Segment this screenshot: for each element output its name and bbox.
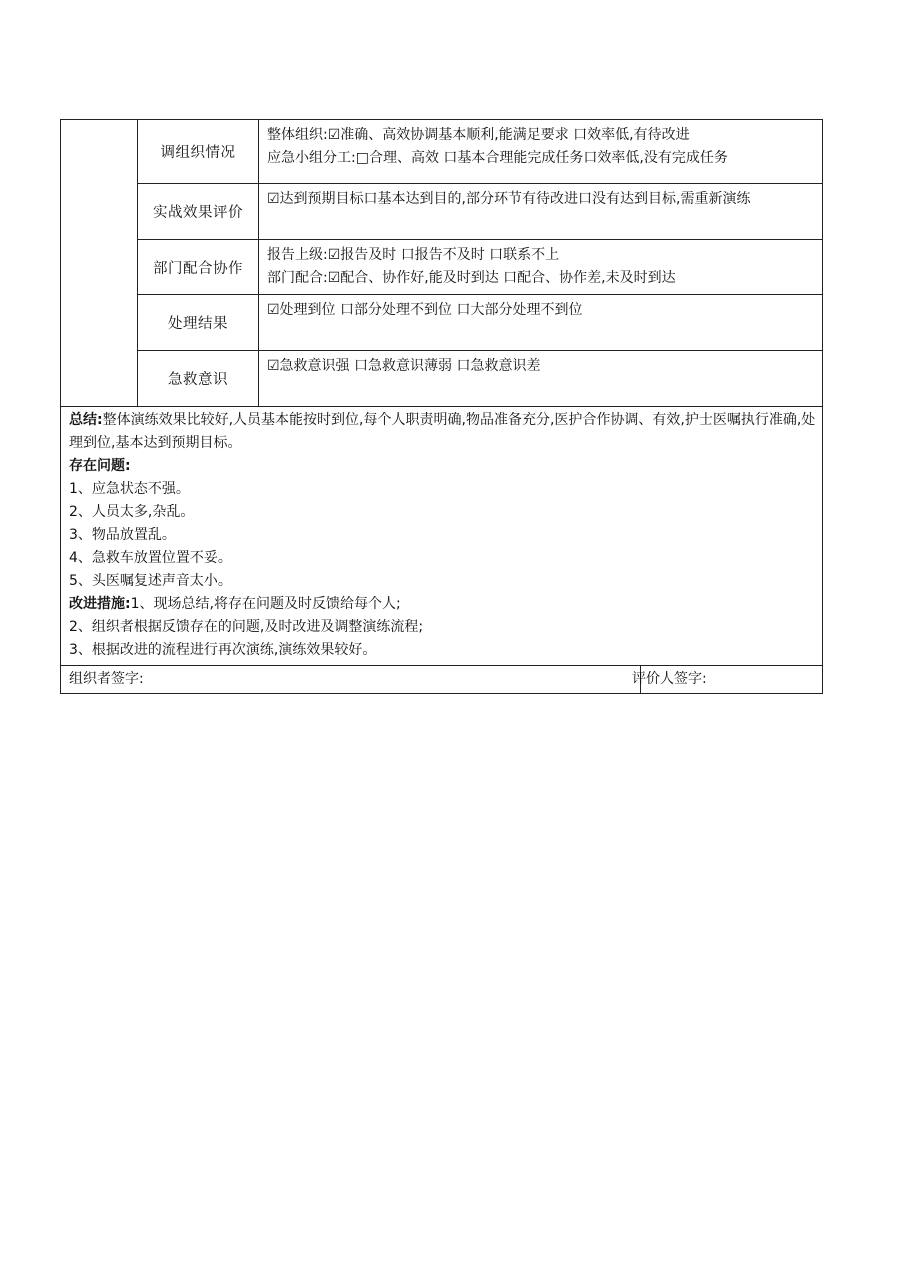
row-label-effect-evaluation (138, 184, 259, 240)
organizer-signature-label: 组织者签字: (69, 671, 144, 687)
problem-item: 4、急救车放置位置不妥。 (69, 550, 232, 566)
row-content-effect-evaluation (259, 184, 823, 240)
row-signatures (61, 666, 823, 694)
row-content-first-aid-awareness (259, 351, 823, 407)
report-superior-line: 报告上级:☑报告及时 口报告不及时 口联系不上 (267, 247, 560, 263)
measure-item: 2、组织者根据反馈存在的问题,及时改进及调整演练流程; (69, 619, 424, 635)
drill-evaluation-table (60, 119, 823, 694)
row-label-department-cooperation (138, 240, 259, 295)
merged-blank-cell (61, 120, 138, 407)
row-department-cooperation (61, 240, 823, 295)
department-cooperation-line: 部门配合:☑配合、协作好,能及时到达 口配合、协作差,未及时到达 (267, 270, 676, 286)
row-handling-result (61, 295, 823, 351)
measures-label: 改进措施: (69, 596, 131, 612)
organization-team-line: 应急小组分工:□合理、高效 口基本合理能完成任务口效率低,没有完成任务 (267, 150, 728, 166)
row-first-aid-awareness (61, 351, 823, 407)
row-label-first-aid-awareness (138, 351, 259, 407)
row-label-text: 实战效果评价 (153, 205, 243, 221)
first-aid-awareness-line: ☑急救意识强 口急救意识薄弱 口急救意识差 (267, 358, 541, 374)
signature-area (61, 666, 822, 693)
problem-item: 1、应急状态不强。 (69, 481, 190, 497)
row-content-organization (259, 120, 823, 184)
summary-cell (61, 407, 823, 666)
summary-text: 整体演练效果比较好,人员基本能按时到位,每个人职责明确,物品准备充分,医护合作协调、有效,护士医嘱执行准确,处理到位,基本达到预期目标。 (69, 412, 816, 451)
problems-label: 存在问题: (69, 458, 131, 474)
row-content-handling-result (259, 295, 823, 351)
measure-item: 3、根据改进的流程进行再次演练,演练效果较好。 (69, 642, 377, 658)
row-label-text: 部门配合协作 (153, 260, 243, 277)
row-label-handling-result (138, 295, 259, 351)
summary-label: 总结: (69, 412, 103, 428)
row-label-text: 急救意识 (168, 372, 228, 388)
row-label-text: 处理结果 (168, 316, 228, 332)
measures-paragraph (69, 593, 816, 616)
problem-item: 5、头医嘱复述声音太小。 (69, 573, 232, 589)
row-content-department-cooperation (259, 240, 823, 295)
row-organization (61, 120, 823, 184)
row-summary (61, 407, 823, 666)
row-label-text: 调组织情况 (160, 145, 236, 161)
row-effect-evaluation (61, 184, 823, 240)
problem-item: 3、物品放置乱。 (69, 527, 176, 543)
evaluator-signature-label: 评价人签字: (632, 671, 707, 687)
row-label-organization (138, 120, 259, 184)
measure-item: 1、现场总结,将存在问题及时反馈给每个人; (130, 596, 401, 612)
signature-cell (61, 666, 823, 694)
effect-evaluation-line: ☑达到预期目标口基本达到目的,部分环节有待改进口没有达到目标,需重新演练 (267, 191, 751, 207)
organization-overall-line: 整体组织:☑准确、高效协调基本顺利,能满足要求 口效率低,有待改进 (267, 127, 690, 143)
problem-item: 2、人员太多,杂乱。 (69, 504, 195, 520)
handling-result-line: ☑处理到位 口部分处理不到位 口大部分处理不到位 (267, 302, 583, 318)
summary-paragraph (69, 409, 816, 455)
